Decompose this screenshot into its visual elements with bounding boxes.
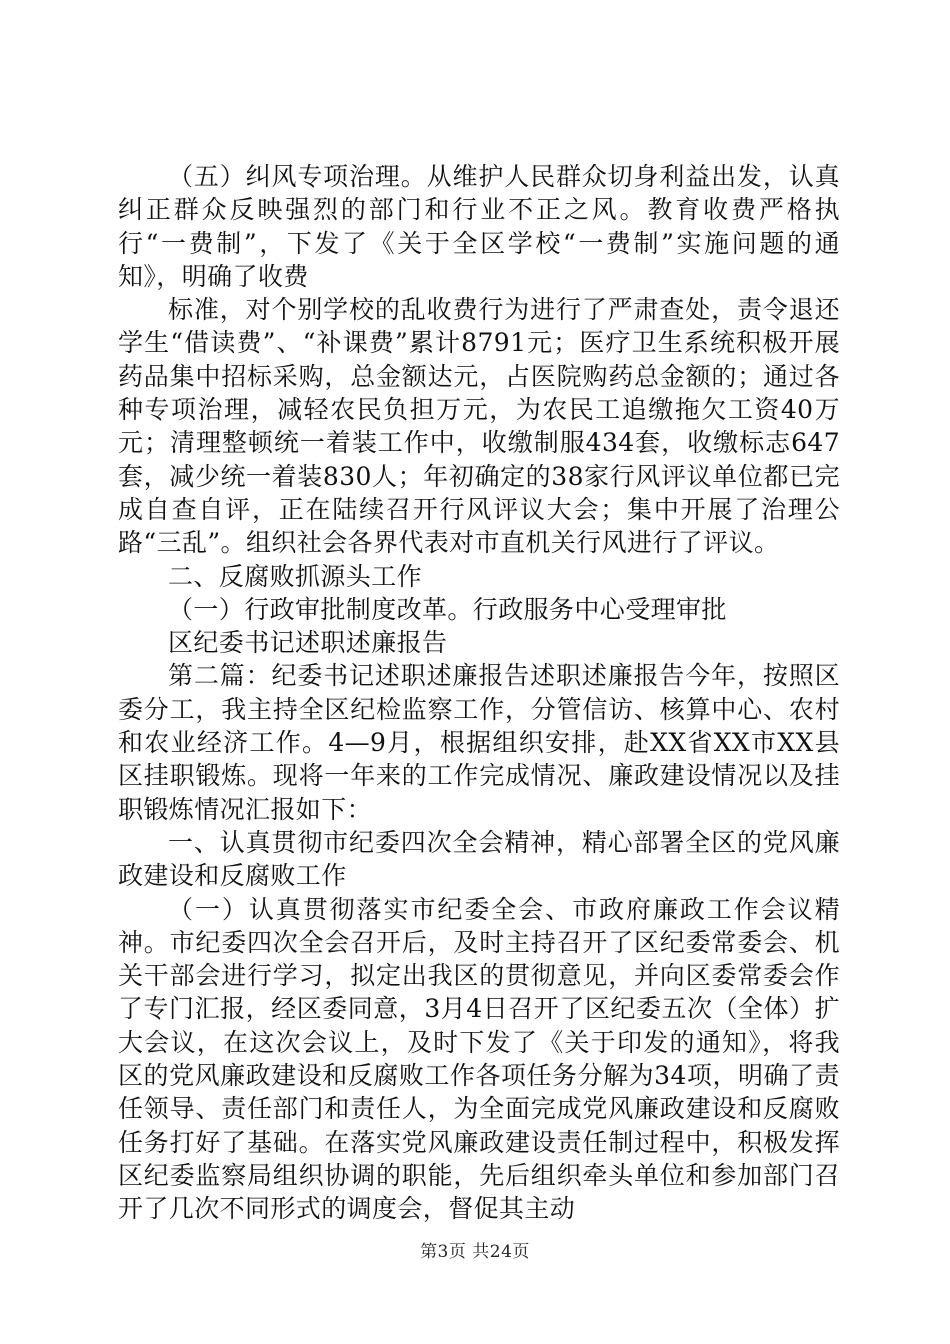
report-title: 区纪委书记述职述廉报告 [168, 628, 448, 658]
paragraph-jiufeng-details: 标准，对个别学校的乱收费行为进行了严肃查处，责令退还学生“借读费”、“补课费”累计8791元；医疗卫生系统积极开展药品集中招标采购，总金额达元，占医院购药总金额的；通过各种专项治理，减轻农民负担万元，为农民工追缴拖欠工资40万元；清理整顿统一着装工作中，收缴制服434套，收缴标志647套，减少统一着装830人；年初确定的38家行风评议单位都已完成自查自评，正在陆续召开行风评议大会；集中开展了治理公路“三乱”。组织社会各界代表对市直机关行风进行了评议。 [118, 295, 840, 558]
paragraph-admin-reform: （一）行政审批制度改革。行政服务中心受理审批 [168, 594, 727, 624]
section-heading-anti-corruption: 二、反腐败抓源头工作 [168, 561, 423, 591]
section-heading-implement-spirit: 一、认真贯彻市纪委四次全会精神，精心部署全区的党风廉政建设和反腐败工作 [118, 827, 840, 891]
paragraph-implement-details: （一）认真贯彻落实市纪委全会、市政府廉政工作会议精神。市纪委四次全会召开后，及时主持召开了区纪委常委会、机关干部会进行学习，拟定出我区的贯彻意见，并向区委常委会作了专门汇报，经区委同意，3月4日召开了区纪委五次（全体）扩大会议，在这次会议上，及时下发了《关于印发的通知》，将我区的党风廉政建设和反腐败工作各项任务分解为34项，明确了责任领导、责任部门和责任人，为全面完成党风廉政建设和反腐败任务打好了基础。在落实党风廉政建设责任制过程中，积极发挥区纪委监察局组织协调的职能，先后组织牵头单位和参加部门召开了几次不同形式的调度会，督促其主动 [118, 894, 840, 1224]
page-number-footer: 第3页 共24页 [420, 1242, 530, 1262]
paragraph-second-article-intro: 第二篇：纪委书记述职述廉报告述职述廉报告今年，按照区委分工，我主持全区纪检监察工作，分管信访、核算中心、农村和农业经济工作。4—9月，根据组织安排，赴XX省XX市XX县区挂职锻炼。现将一年来的工作完成情况、廉政建设情况以及挂职锻炼情况汇报如下： [118, 661, 840, 824]
paragraph-jiufeng-intro: （五）纠风专项治理。从维护人民群众切身利益出发，认真纠正群众反映强烈的部门和行业不正之风。教育收费严格执行“一费制”，下发了《关于全区学校“一费制”实施问题的通知》，明确了收费 [118, 162, 840, 291]
document-body [118, 160, 840, 1226]
